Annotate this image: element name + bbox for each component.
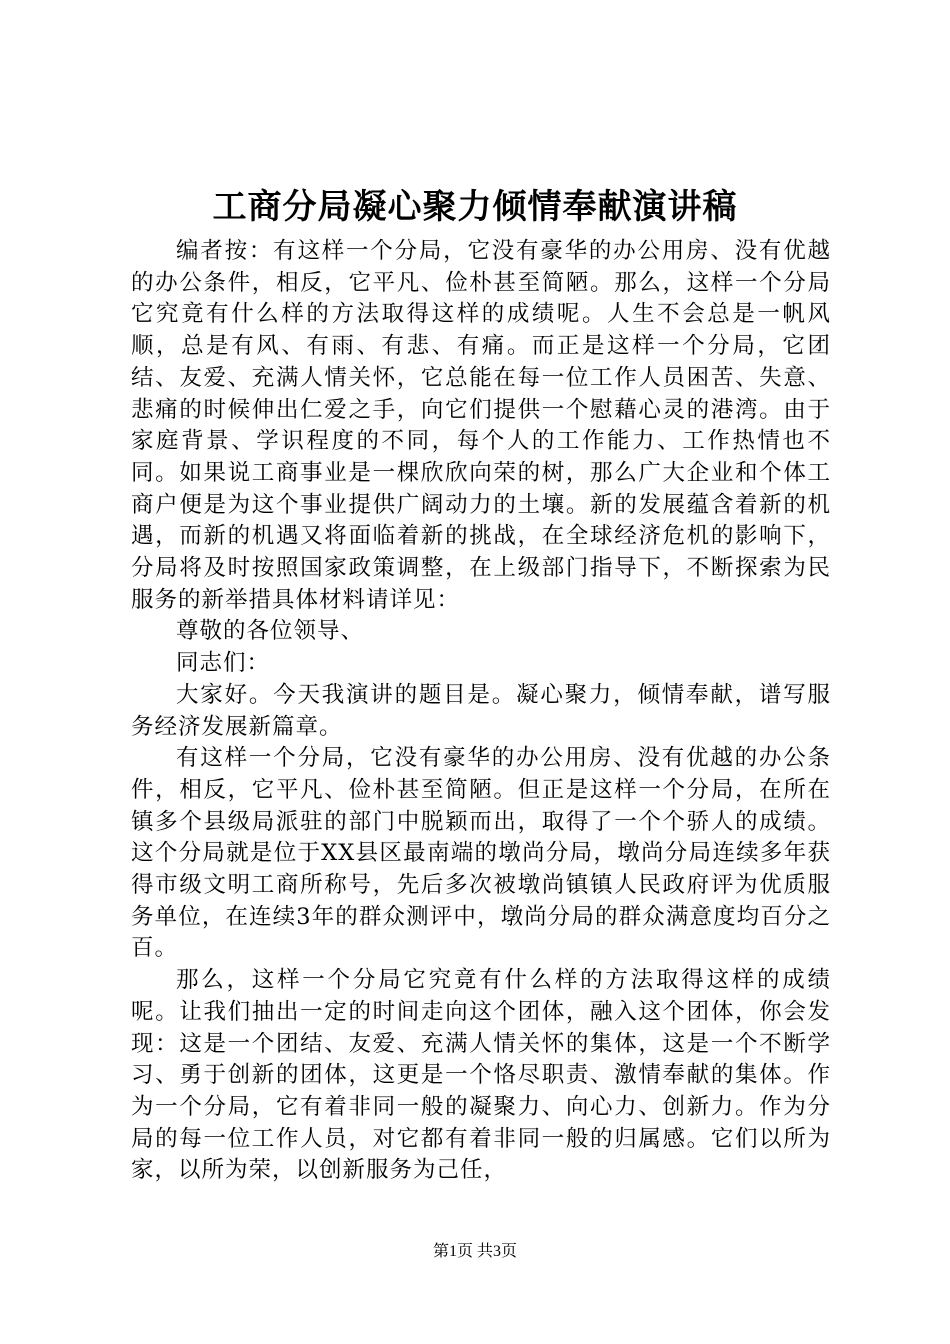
page-footer: 第1页 共3页 bbox=[432, 1243, 517, 1260]
document-title: 工商分局凝心聚力倾情奉献演讲稿 bbox=[212, 187, 738, 227]
paragraph-branch-spirit: 那么，这样一个分局它究竟有什么样的方法取得这样的成绩呢。让我们抽出一定的时间走向这个团体，融入这个团体，你会发现：这是一个团结、友爱、充满人情关怀的集体，这是一个不断学习、勇于创新的团体，这更是一个恪尽职责、激情奉献的集体。作为一个分局，它有着非同一般的凝聚力、向心力、创新力。作为分局的每一位工作人员，对它都有着非同一般的归属感。它们以所为家，以所为荣，以创新服务为己任， bbox=[131, 967, 831, 1184]
paragraph-salutation-leaders: 尊敬的各位领导、 bbox=[176, 618, 365, 645]
paragraph-salutation-comrades: 同志们： bbox=[176, 650, 271, 677]
paragraph-branch-intro: 有这样一个分局，它没有豪华的办公用房、没有优越的办公条件，相反，它平凡、俭朴甚至简陋。但正是这样一个分局，在所在镇多个县级局派驻的部门中脱颖而出，取得了一个个骄人的成绩。这个分局就是位于XX县区最南端的墩尚分局，墩尚分局连续多年获得市级文明工商所称号，先后多次被墩尚镇镇人民政府评为优质服务单位，在连续3年的群众测评中，墩尚分局的群众满意度均百分之百。 bbox=[131, 745, 831, 962]
document-body bbox=[131, 236, 831, 1187]
paragraph-greeting: 大家好。今天我演讲的题目是。凝心聚力，倾情奉献，谱写服务经济发展新篇章。 bbox=[131, 681, 831, 740]
paragraph-editor-note: 编者按：有这样一个分局，它没有豪华的办公用房、没有优越的办公条件，相反，它平凡、俭朴甚至简陋。那么，这样一个分局它究竟有什么样的方法取得这样的成绩呢。人生不会总是一帆风顺，总是有风、有雨、有悲、有痛。而正是这样一个分局，它团结、友爱、充满人情关怀，它总能在每一位工作人员困苦、失意、悲痛的时候伸出仁爱之手，向它们提供一个慰藉心灵的港湾。由于家庭背景、学识程度的不同，每个人的工作能力、工作热情也不同。如果说工商事业是一棵欣欣向荣的树，那么广大企业和个体工商户便是为这个事业提供广阔动力的土壤。新的发展蕴含着新的机遇，而新的机遇又将面临着新的挑战，在全球经济危机的影响下，分局将及时按照国家政策调整，在上级部门指导下，不断探索为民服务的新举措具体材料请详见： bbox=[131, 238, 831, 613]
